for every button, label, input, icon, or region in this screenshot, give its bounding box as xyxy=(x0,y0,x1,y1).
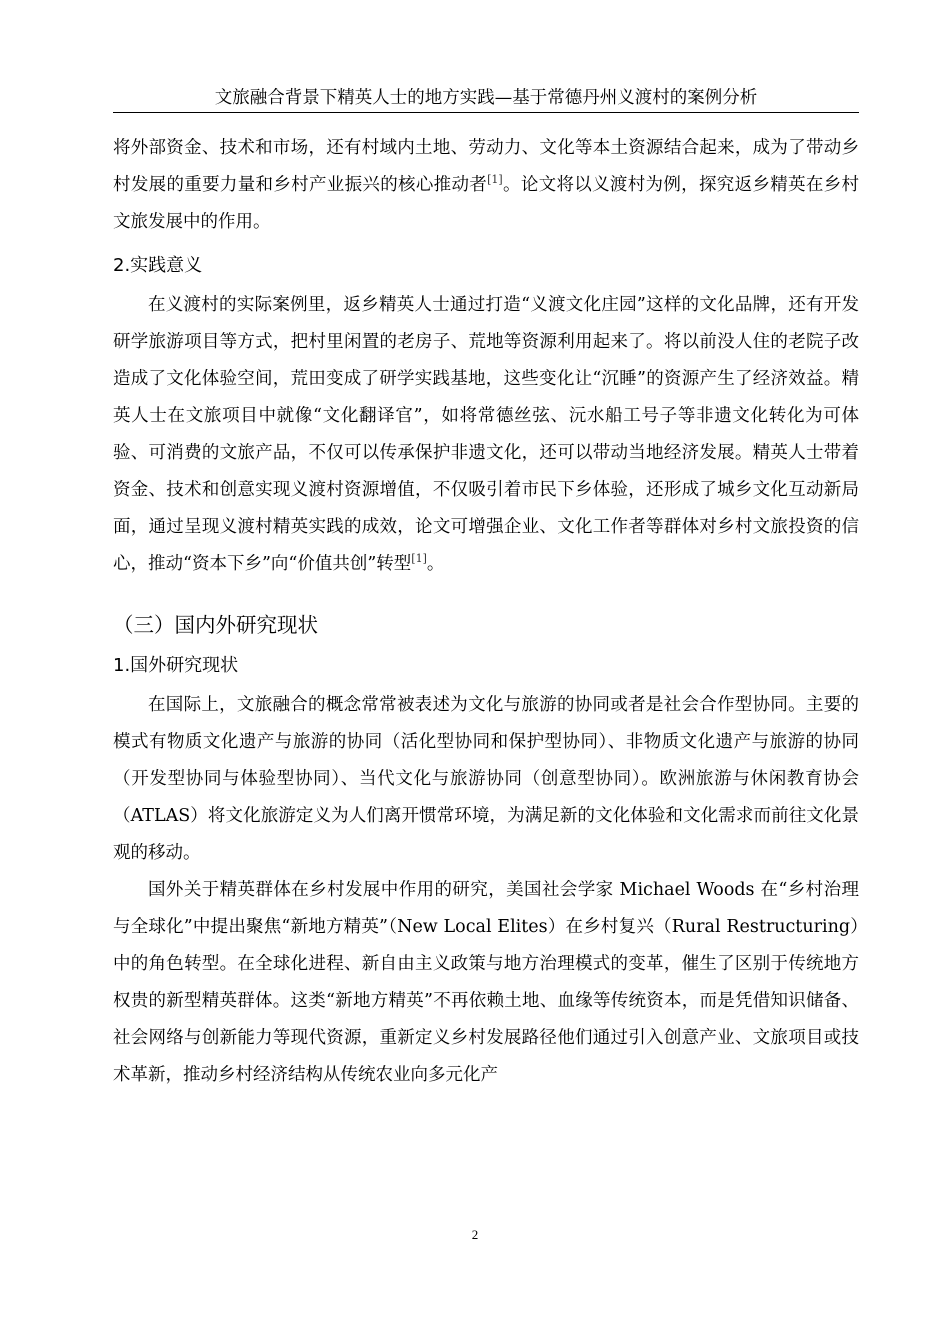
paragraph-practice xyxy=(113,287,859,583)
citation-marker: [1] xyxy=(411,552,427,566)
running-header: 文旅融合背景下精英人士的地方实践—基于常德丹州义渡村的案例分析 xyxy=(113,86,859,113)
section-heading-research-status: （三）国内外研究现状 xyxy=(113,613,318,637)
paragraph-foreign-2: 国外关于精英群体在乡村发展中作用的研究，美国社会学家 Michael Woods 在“乡村治理与全球化”中提出聚焦“新地方精英”（New Local Elites）在乡村复兴（Rural Restructuring）中的角色转型。在全球化进程、新自由主义政策与地方治理模式的变革，催生了区别于传统地方权贵的新型精英群体。这类“新地方精英”不再依赖土地、血缘等传统资本，而是凭借知识储备、社会网络与创新能力等现代资源，重新定义乡村发展路径他们通过引入创意产业、文旅项目或技术革新，推动乡村经济结构从传统农业向多元化产 xyxy=(113,880,859,1085)
paragraph-text: 将外部资金、技术和市场，还有村域内土地、劳动力、文化等本土资源结合起来，成为了带动乡村发展的重要力量和乡村产业振兴的核心推动者 xyxy=(113,138,859,195)
paragraph-continued xyxy=(113,130,859,241)
paragraph-foreign-1: 在国际上，文旅融合的概念常常被表述为文化与旅游的协同或者是社会合作型协同。主要的模式有物质文化遗产与旅游的协同（活化型协同和保护型协同）、非物质文化遗产与旅游的协同（开发型协同与体验型协同）、当代文化与旅游协同（创意型协同）。欧洲旅游与休闲教育协会（ATLAS）将文化旅游定义为人们离开惯常环境，为满足新的文化体验和文化需求而前往文化景观的移动。 xyxy=(113,695,859,863)
paragraph-text-tail: 。 xyxy=(426,554,445,574)
page-content xyxy=(113,130,859,1094)
paragraph-text-tail: 。论文将以义渡村为例，探究返乡精英在乡村文旅发展中的作用。 xyxy=(113,175,859,232)
page-number: 2 xyxy=(471,1227,479,1242)
section-heading-practice: 2.实践意义 xyxy=(113,255,203,276)
section-heading-foreign-research: 1.国外研究现状 xyxy=(113,655,239,676)
citation-marker: [1] xyxy=(487,173,503,187)
paragraph-text: 在义渡村的实际案例里，返乡精英人士通过打造“义渡文化庄园”这样的文化品牌，还有开发研学旅游项目等方式，把村里闲置的老房子、荒地等资源利用起来了。将以前没人住的老院子改造成了文化体验空间，荒田变成了研学实践基地，这些变化让“沉睡”的资源产生了经济效益。精英人士在文旅项目中就像“文化翻译官”，如将常德丝弦、沅水船工号子等非遗文化转化为可体验、可消费的文旅产品，不仅可以传承保护非遗文化，还可以带动当地经济发展。精英人士带着资金、技术和创意实现义渡村资源增值，不仅吸引着市民下乡体验，还形成了城乡文化互动新局面，通过呈现义渡村精英实践的成效，论文可增强企业、文化工作者等群体对乡村文旅投资的信心，推动“资本下乡”向“价值共创”转型 xyxy=(113,295,859,574)
